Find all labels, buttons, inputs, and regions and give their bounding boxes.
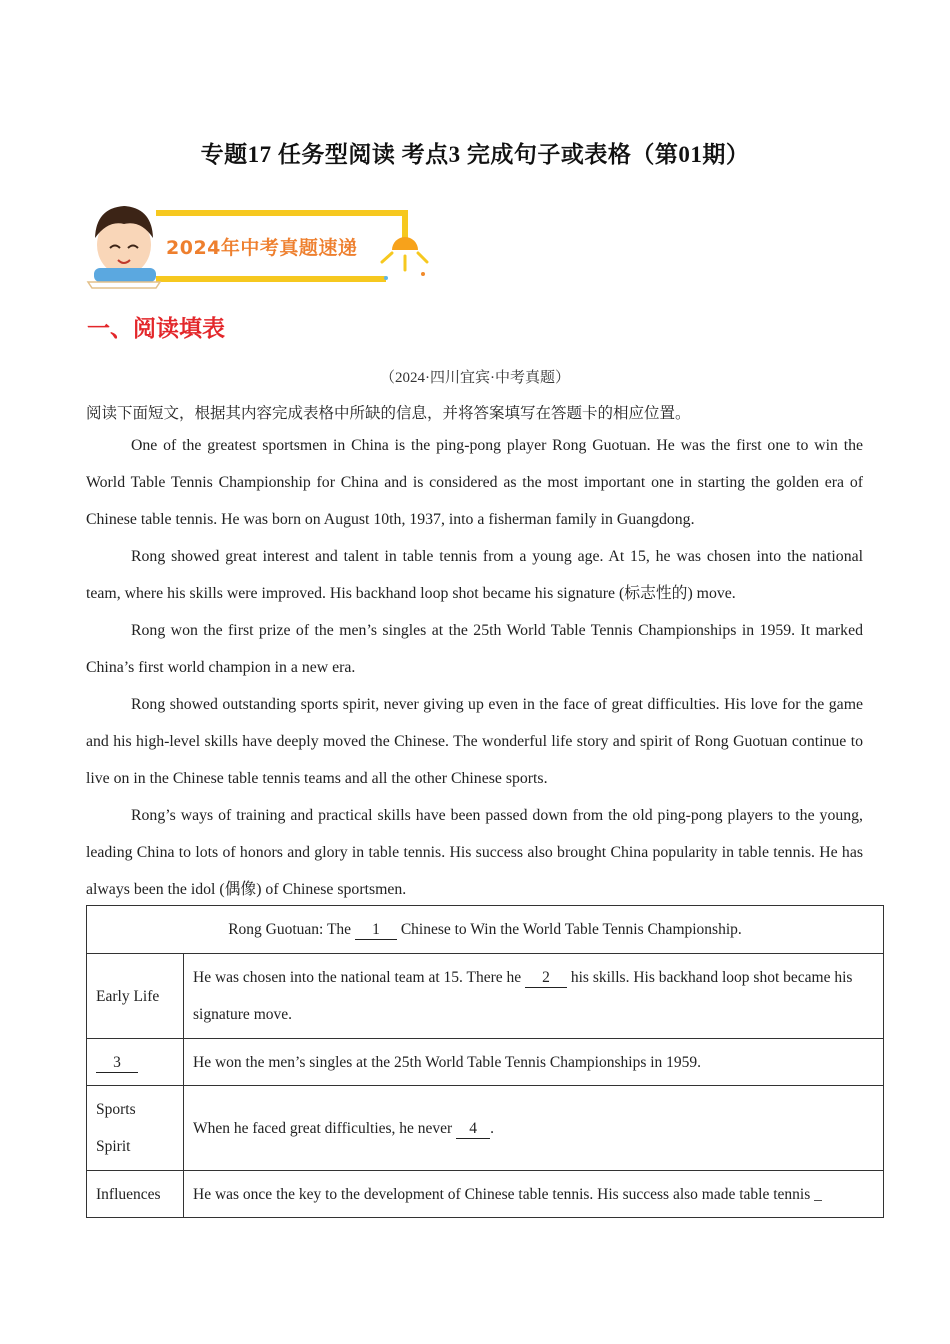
banner-lamp-stem [402,210,408,238]
answer-blank-1[interactable]: 1 [355,921,397,940]
header-text-pre: Rong Guotuan: The [228,921,355,938]
lamp-icon [392,237,418,250]
table-row [87,1039,884,1086]
row-text-pre: He was chosen into the national team at 15. There he [193,969,525,986]
row-label [87,1039,184,1086]
banner-bottom-bar [156,276,386,282]
row-content [184,954,884,1039]
row-text-post: his skills. His backhand loop shot became his signature move. [193,969,853,1023]
row-label: Influences [87,1171,184,1218]
table-row [87,954,884,1039]
row-label-line: Spirit [96,1138,131,1155]
row-content [184,1086,884,1171]
reading-passage [86,427,863,908]
row-label-line: Sports [96,1101,136,1118]
passage-paragraph: One of the greatest sportsmen in China is the ping-pong player Rong Guotuan. He was the first one to win the World Table Tennis Championship for China and is considered as the most important one in starting the golden era of Chinese table tennis. He was born on August 10th, 1937, into a fisherman family in Guangdong. [86,437,863,528]
row-text-pre: When he faced great difficulties, he never [193,1119,457,1137]
passage-paragraph: Rong’s ways of training and practical skills have been passed down from the old ping-pong players to the young, leading China to lots of honors and glory in table tennis. His success also brought China popularity in table tennis. He has always been the idol (偶像) of Chinese sportsmen. [86,807,863,898]
table-row [87,906,884,954]
row-content: He won the men’s singles at the 25th World Table Tennis Championships in 1959. [184,1039,884,1086]
header-text-post: Chinese to Win the World Table Tennis Championship. [396,921,742,938]
passage-paragraph: Rong showed great interest and talent in table tennis from a young age. At 15, he was chosen into the national team, where his skills were improved. His backhand loop shot became his signature (标志性的) move. [86,548,863,602]
document-title: 专题17 任务型阅读 考点3 完成句子或表格（第01期） [200,142,750,167]
info-table [86,905,884,1218]
table-header-cell [87,906,884,954]
row-label [87,1086,184,1171]
book-icon [88,282,160,288]
child-shirt [94,268,156,282]
passage-paragraph: Rong won the first prize of the men’s singles at the 25th World Table Tennis Championships in 1959. It marked China’s first world champion in a new era. [86,622,863,676]
row-content: He was once the key to the development of Chinese table tennis. His success also made table tennis _ [184,1171,884,1218]
passage-paragraph: Rong showed outstanding sports spirit, never giving up even in the face of great difficulties. His love for the game and his high-level skills have deeply moved the Chinese. The wonderful life story and spirit of Rong Guotuan continue to live on in the Chinese table tennis teams and all the other Chinese sports. [86,696,863,787]
banner-text: 2024年中考真题速递 [166,237,358,259]
row-label: Early Life [87,954,184,1039]
section-heading: 一、阅读填表 [87,316,225,342]
table-row [87,1086,884,1171]
row-text-post: . [490,1119,494,1137]
answer-blank-2[interactable]: 2 [525,969,567,988]
banner-top-bar [156,210,408,216]
instructions: 阅读下面短文，根据其内容完成表格中所缺的信息，并将答案填写在答题卡的相应位置。 [86,405,691,422]
table-row [87,1171,884,1218]
answer-blank-3[interactable]: 3 [96,1054,138,1073]
answer-blank-4[interactable]: 4 [456,1120,490,1139]
sparkle-icon [382,253,427,270]
question-source: （2024·四川宜宾·中考真题） [380,370,570,386]
